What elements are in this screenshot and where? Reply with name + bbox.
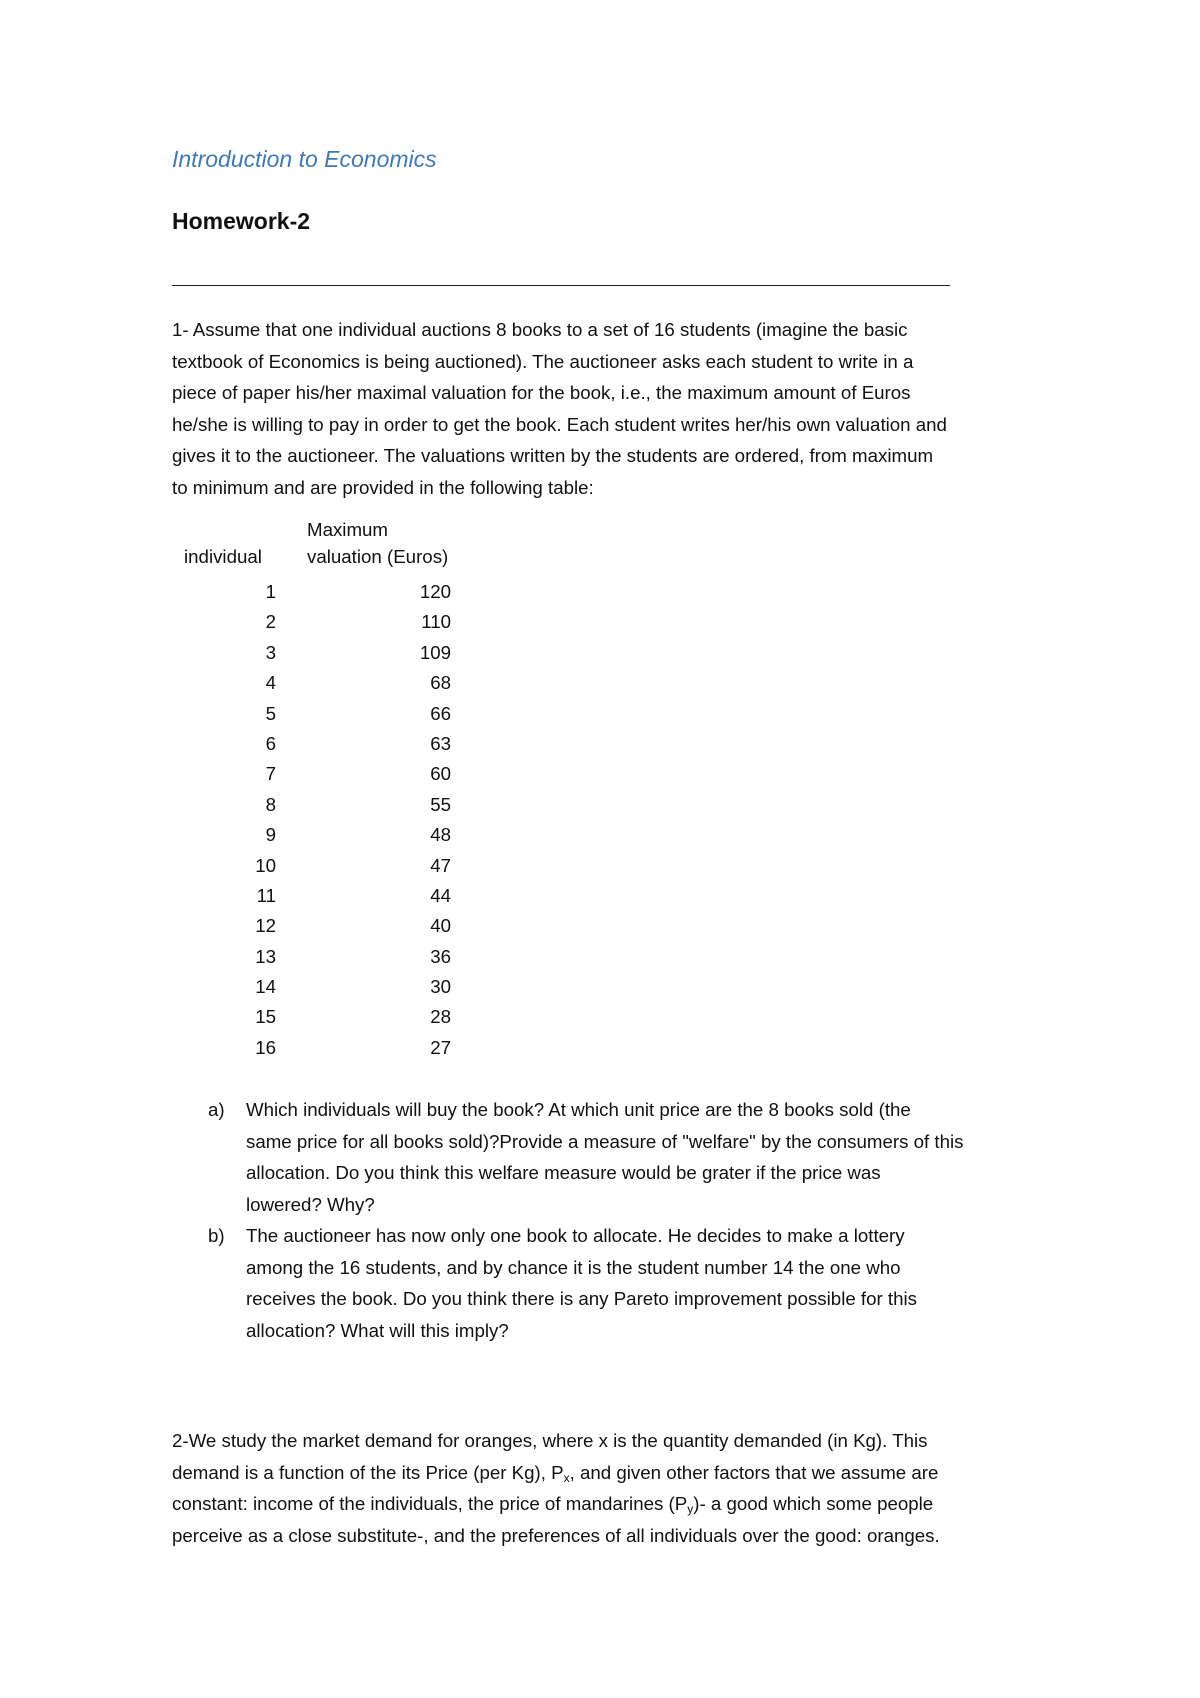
text-line: 1- Assume that one individual auctions 8 books to a set of 16 students (imagine the basic [172, 319, 908, 340]
valuation-cell: 60 [430, 763, 451, 785]
individual-cell: 13 [255, 945, 276, 967]
sub-question-b [172, 1220, 1072, 1346]
valuation-cell: 109 [419, 641, 451, 663]
individual-cell: 12 [255, 915, 276, 937]
individual-cell: 5 [265, 702, 276, 724]
valuation-cell: 68 [430, 672, 451, 694]
table-row [172, 911, 492, 941]
column-header-valuation-line1: Maximum [307, 519, 388, 540]
valuation-cell: 28 [430, 1006, 451, 1028]
list-marker: a) [208, 1099, 225, 1120]
table-row [172, 577, 492, 607]
valuation-cell: 36 [430, 945, 451, 967]
individual-cell: 3 [265, 641, 276, 663]
text-line: allocation. Do you think this welfare measure would be grater if the price was [246, 1162, 881, 1183]
valuation-cell: 120 [419, 581, 451, 602]
text-line: lowered? Why? [246, 1193, 375, 1215]
horizontal-rule [172, 285, 950, 286]
table-row [172, 759, 492, 789]
table-row [172, 820, 492, 850]
individual-cell: 15 [255, 1006, 276, 1028]
valuation-cell: 27 [430, 1036, 451, 1058]
valuation-cell: 55 [430, 793, 451, 815]
table-row [172, 851, 492, 881]
text-line: perceive as a close substitute-, and the preferences of all individuals over the good: oranges. [172, 1524, 940, 1546]
valuation-cell: 63 [430, 732, 451, 754]
subscript: x [563, 1470, 570, 1485]
individual-cell: 6 [265, 732, 276, 754]
valuation-cell: 48 [430, 824, 451, 846]
table-row [172, 790, 492, 820]
table-row [172, 638, 492, 668]
individual-cell: 2 [265, 611, 276, 633]
sub-question-a [172, 1094, 1072, 1220]
table-row [172, 1002, 492, 1032]
text-segment: constant: income of the individuals, the price of mandarines (P [172, 1493, 688, 1514]
text-line [172, 1457, 1052, 1489]
column-header-valuation-line2: valuation (Euros) [307, 546, 449, 567]
text-line: piece of paper his/her maximal valuation for the book, i.e., the maximum amount of Euros [172, 382, 911, 403]
question-2-text [172, 1425, 1052, 1551]
individual-cell: 11 [256, 884, 276, 906]
individual-cell: 7 [265, 763, 276, 785]
list-marker: b) [208, 1225, 225, 1246]
table-row [172, 942, 492, 972]
table-row [172, 1033, 492, 1063]
table-row [172, 881, 492, 911]
individual-cell: 1 [265, 581, 276, 602]
table-row [172, 699, 492, 729]
course-title: Introduction to Economics [172, 146, 437, 172]
text-segment: )- a good which some people [693, 1493, 934, 1514]
text-line: textbook of Economics is being auctioned). The auctioneer asks each student to write in a [172, 350, 914, 372]
text-segment: demand is a function of the its Price (per Kg), P [172, 1461, 564, 1483]
valuation-cell: 110 [421, 611, 451, 633]
individual-cell: 14 [255, 976, 276, 998]
text-line: he/she is willing to pay in order to get the book. Each student writes her/his own valuation and [172, 413, 947, 435]
text-line: receives the book. Do you think there is any Pareto improvement possible for this [246, 1288, 918, 1309]
sub-question-list [172, 1094, 1072, 1346]
text-segment: , and given other factors that we assume are [569, 1461, 939, 1483]
question-1-text [172, 314, 1052, 503]
column-header-individual: individual [184, 546, 262, 567]
valuation-cell: 30 [430, 976, 451, 998]
table-row [172, 972, 492, 1002]
text-line: among the 16 students, and by chance it is the student number 14 the one who [246, 1256, 901, 1278]
individual-cell: 4 [265, 672, 276, 694]
homework-title: Homework-2 [172, 208, 311, 234]
valuation-cell: 44 [430, 884, 451, 906]
individual-cell: 8 [265, 793, 276, 815]
individual-cell: 16 [255, 1036, 276, 1058]
text-line: same price for all books sold)?Provide a measure of "welfare" by the consumers of this [246, 1130, 964, 1152]
table-row [172, 607, 492, 637]
individual-cell: 9 [265, 824, 276, 846]
table-row [172, 729, 492, 759]
text-line: 2-We study the market demand for oranges, where x is the quantity demanded (in Kg). This [172, 1430, 928, 1451]
subscript: y [687, 1502, 694, 1516]
individual-cell: 10 [255, 854, 276, 876]
valuation-cell: 47 [430, 854, 451, 876]
table-row [172, 668, 492, 698]
text-line: to minimum and are provided in the following table: [172, 476, 594, 498]
text-line: The auctioneer has now only one book to allocate. He decides to make a lottery [246, 1225, 905, 1246]
text-line: gives it to the auctioneer. The valuations written by the students are ordered, from maximum [172, 445, 934, 466]
text-line [172, 1488, 1052, 1520]
text-line: Which individuals will buy the book? At which unit price are the 8 books sold (the [246, 1099, 911, 1120]
valuation-cell: 66 [430, 702, 451, 724]
text-line: allocation? What will this imply? [246, 1319, 509, 1341]
valuation-cell: 40 [430, 915, 451, 937]
table-body [172, 577, 492, 1063]
